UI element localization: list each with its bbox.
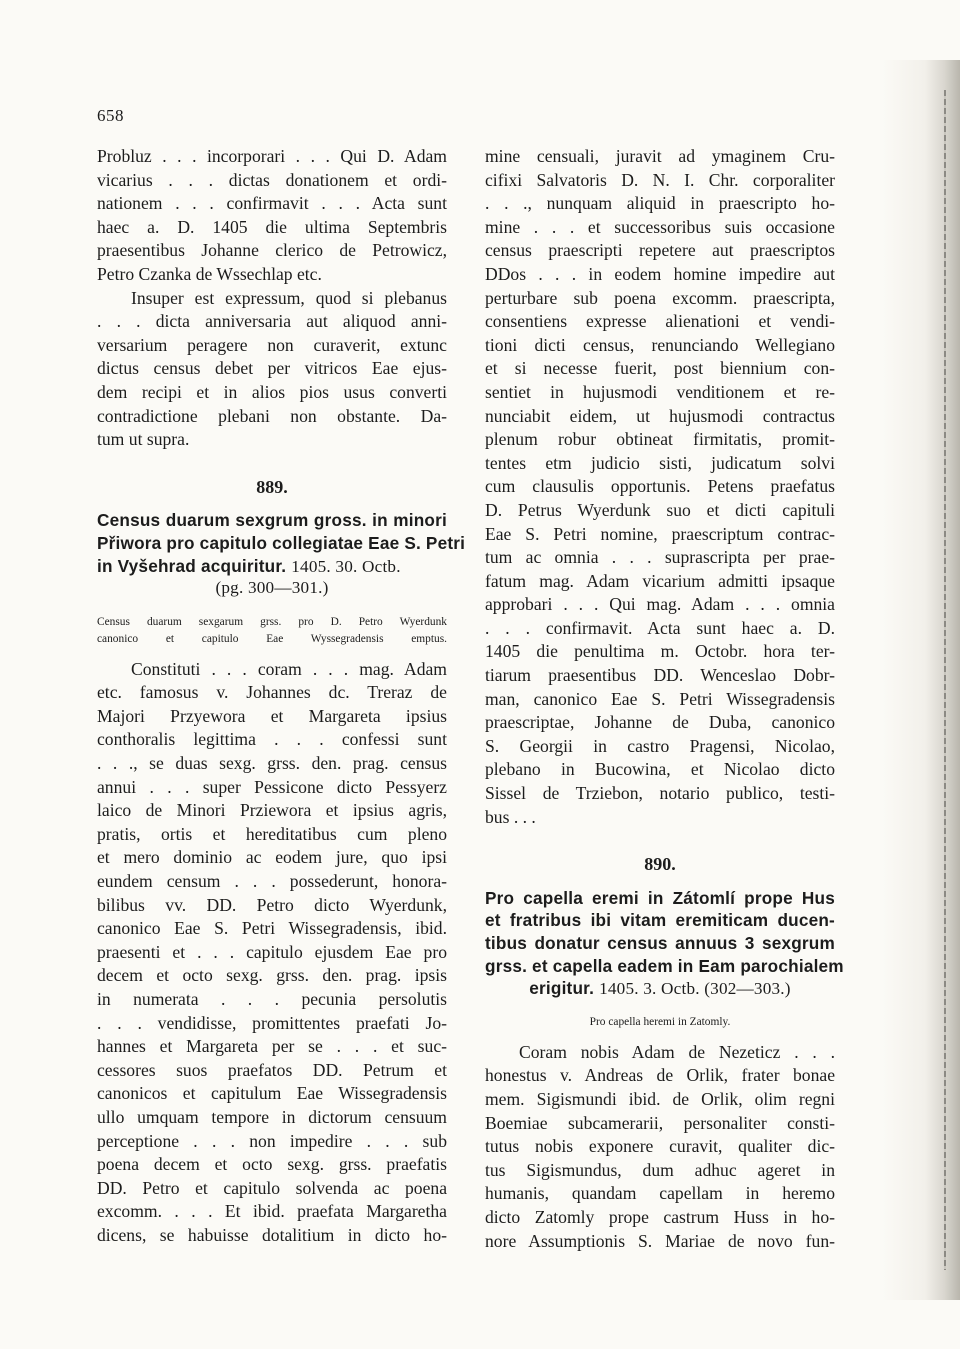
regest xyxy=(97,614,447,648)
text-line: annui . . . super Pessicone dicto Pessyerz xyxy=(97,776,447,797)
text-line: decem et octo sexg. grss. den. prag. ipsis xyxy=(97,965,447,986)
heading-line: Census duarum sexgrum gross. in minori xyxy=(97,510,447,531)
text-line: consentiens expresse alienationi et vendi- xyxy=(485,311,835,332)
text-line: etc. famosus v. Johannes dc. Treraz de xyxy=(97,682,447,703)
text-line: poena decem et octo sexg. grss. praefatis xyxy=(97,1154,447,1175)
text-line: praesenti et . . . capitulo ejusdem Eae pro xyxy=(97,941,447,962)
text-line: Petro Czanka de Wssechlap etc. xyxy=(97,263,322,284)
text-line: canonicos et capitulum Eae Wissegradensis xyxy=(97,1083,447,1104)
heading-line: grss. et capella eadem in Eam parochialem xyxy=(485,955,844,976)
paragraph xyxy=(485,145,835,829)
text-line: . . . confirmavit. Acta sunt haec a. D. xyxy=(485,617,835,638)
heading-line: et fratribus ibi vitam eremiticam ducen- xyxy=(485,910,835,931)
text-line: census praescripti repetere aut praescriptos xyxy=(485,240,835,261)
regest-line: Pro capella heremi in Zatomly. xyxy=(589,1015,731,1028)
text-line: tum ac omnia . . . suprascripta per prae- xyxy=(485,547,835,568)
document-heading xyxy=(97,509,466,599)
text-line: cifixi Salvatoris D. N. I. Chr. corporaliter xyxy=(485,169,835,190)
text-line: mine censuali, juravit ad ymaginem Cru- xyxy=(485,146,835,166)
text-line: Majori Przyewora et Margareta ipsius xyxy=(97,705,447,726)
text-line: plenum robur obtineat firmitatis, promit- xyxy=(485,429,835,450)
text-line: ullo umquam tempore in dictorum censuum xyxy=(97,1106,447,1127)
text-line: conthoralis legittima . . . confessi sunt xyxy=(97,729,447,750)
text-line: hannes et Margareta per se . . . et suc- xyxy=(97,1036,447,1057)
text-line: haec a. D. 1405 die ultima Septembris xyxy=(97,216,447,237)
text-line: honestus v. Andreas de Orlik, frater bonae xyxy=(485,1065,835,1086)
text-line: cum clausulis opportunis. Petens praefatus xyxy=(485,476,835,497)
text-line: dictus census debet per vitricos Eae ejus- xyxy=(97,358,447,379)
text-line: dicto Zatomly prope castrum Huss in ho- xyxy=(485,1206,835,1227)
heading-line xyxy=(485,977,835,1000)
text-line: tioni dicti census, renunciando Wellegiano xyxy=(485,334,835,355)
heading-date: 1405. 3. Octb. (302—303.) xyxy=(599,979,791,999)
regest xyxy=(485,1014,835,1031)
text-line: man, canonico Eae S. Petri Wissegradensis xyxy=(485,688,835,709)
text-line: nore Assumptionis S. Mariae de novo fun- xyxy=(485,1230,835,1251)
text-line: pratis, ortis et hereditatibus cum pleno xyxy=(97,823,447,844)
text-line: DD. Petro et capitulo solvenda ac poena xyxy=(97,1177,447,1198)
text-line: nunciabit eidem, ut hujusmodi contractus xyxy=(485,405,835,426)
text-line: eundem censum . . . possederunt, honora- xyxy=(97,871,447,892)
page-edge-shadow xyxy=(882,60,960,1300)
text-line: Insuper est expressum, quod si plebanus xyxy=(131,287,447,308)
text-line: Constituti . . . coram . . . mag. Adam xyxy=(131,658,447,679)
text-line: D. Petrus Wyerdunk suo et dicti capituli xyxy=(485,499,835,520)
paragraph xyxy=(485,1041,835,1253)
regest-line: canonico et capitulo Eae Wyssegradensis emptus. xyxy=(97,632,447,645)
heading-text: in Vyšehrad acquiritur. xyxy=(97,555,287,576)
document-heading xyxy=(485,887,844,1000)
text-line: sentiet in hujusmodi venditionem et re- xyxy=(485,381,835,402)
text-line: tiarum praesentibus DD. Wenceslao Dobr- xyxy=(485,665,835,686)
text-line: tutus nobis exponere curavit, qualiter dic- xyxy=(485,1136,835,1157)
text-line: in numerata . . . pecunia persolutis xyxy=(97,989,447,1009)
text-line: S. Georgii in castro Pragensi, Nicolao, xyxy=(485,735,835,756)
text-line: fatum mag. Adam vicarium admitti ipsaque xyxy=(485,570,835,591)
text-line: versarium peragere non curaverit, extunc xyxy=(97,334,447,355)
page-number: 658 xyxy=(97,106,124,125)
text-line: DDos . . . in eodem homine impedire aut xyxy=(485,263,835,284)
text-line: humanis, quandam capellam in heremo xyxy=(485,1183,835,1204)
text-line: . . ., nunquam aliquid in praescripto ho- xyxy=(485,193,835,214)
text-line: bus . . . xyxy=(485,806,536,827)
text-line: 1405 die penultima m. Octobr. hora ter- xyxy=(485,641,835,662)
text-line: perturbare sub poena excomm. praescripta, xyxy=(485,287,835,308)
text-line: tum ut supra. xyxy=(97,429,190,450)
text-line: dicens, se habuisse dotalitium in dicto ho- xyxy=(97,1224,447,1245)
text-line: Sissel de Trziebon, notario publico, testi- xyxy=(485,783,835,804)
text-line: et si necesse fuerit, post biennium con- xyxy=(485,358,835,379)
text-line: Eae S. Petri nomine, praescriptum contrac- xyxy=(485,523,835,544)
text-line: mem. Sigismundi ibid. de Orlik, olim regni xyxy=(485,1088,835,1109)
text-line: . . ., se duas sexg. grss. den. prag. census xyxy=(97,753,447,774)
document-number: 889. xyxy=(256,476,288,497)
text-line: contradictione plebani non obstante. Da- xyxy=(97,405,447,426)
heading-line: Přiwora pro capitulo collegiatae Eae S. Petri xyxy=(97,532,466,553)
regest-line: Census duarum sexgarum grss. pro D. Petro Wyerdunk xyxy=(97,615,447,628)
text-line: approbari . . . Qui mag. Adam . . . omnia xyxy=(485,594,835,615)
heading-date: 1405. 30. Octb. xyxy=(291,556,401,576)
text-line: mine . . . et successoribus suis occasione xyxy=(485,216,835,237)
text-line: praescriptae, Johanne de Duba, canonico xyxy=(485,712,835,733)
text-line: laico de Minori Prziewora et ipsius agris, xyxy=(97,800,447,821)
document-number: 890. xyxy=(644,854,676,875)
text-line: tus Sigismundus, dum adhuc ageret in xyxy=(485,1159,835,1180)
paragraph xyxy=(97,145,447,287)
text-line: nationem . . . confirmavit . . . Acta sunt xyxy=(97,193,447,214)
text-line: . . . dicta anniversaria aut aliquod anni- xyxy=(97,311,447,332)
text-line: tentes etm judicio sisti, judicatum solvi xyxy=(485,452,835,473)
text-line: bilibus vv. DD. Petro dicto Wyerdunk, xyxy=(97,894,447,915)
text-line: et mero dominio ac eodem jure, quo ipsi xyxy=(97,847,447,868)
text-line: plebano in Bucowina, et Nicolao dicto xyxy=(485,759,835,780)
text-line: canonico Eae S. Petri Wissegradensis, ibid. xyxy=(97,918,447,939)
text-line: dem recipi et in alios pios usus converti xyxy=(97,381,447,402)
text-line: Probluz . . . incorporari . . . Qui D. Adam xyxy=(97,146,447,166)
text-line: praesentibus Johanne clerico de Petrowicz, xyxy=(97,240,447,261)
text-line: vicarius . . . dictas donationem et ordi- xyxy=(97,169,447,190)
text-line: cessores suos praefatos DD. Petrum et xyxy=(97,1059,447,1080)
text-line: Coram nobis Adam de Nezeticz . . . xyxy=(519,1041,835,1062)
paragraph xyxy=(97,658,447,1248)
heading-line: tibus donatur census annuus 3 sexgrum xyxy=(485,933,835,953)
paragraph xyxy=(97,287,447,452)
heading-line: Pro capella eremi in Zátomlí prope Hus xyxy=(485,887,835,908)
heading-pages: (pg. 300—301.) xyxy=(215,578,329,598)
heading-line xyxy=(97,555,447,578)
text-line: perceptione . . . non impedire . . . sub xyxy=(97,1130,447,1151)
heading-text: erigitur. xyxy=(529,978,595,999)
text-line: excomm. . . . Et ibid. praefata Margaretha xyxy=(97,1201,447,1222)
left-column xyxy=(97,145,466,1248)
text-line: . . . vendidisse, promittentes praefati Jo- xyxy=(97,1012,447,1033)
right-column xyxy=(485,145,844,1253)
text-line: Boemiae subcamerarii, personaliter consti- xyxy=(485,1112,835,1133)
